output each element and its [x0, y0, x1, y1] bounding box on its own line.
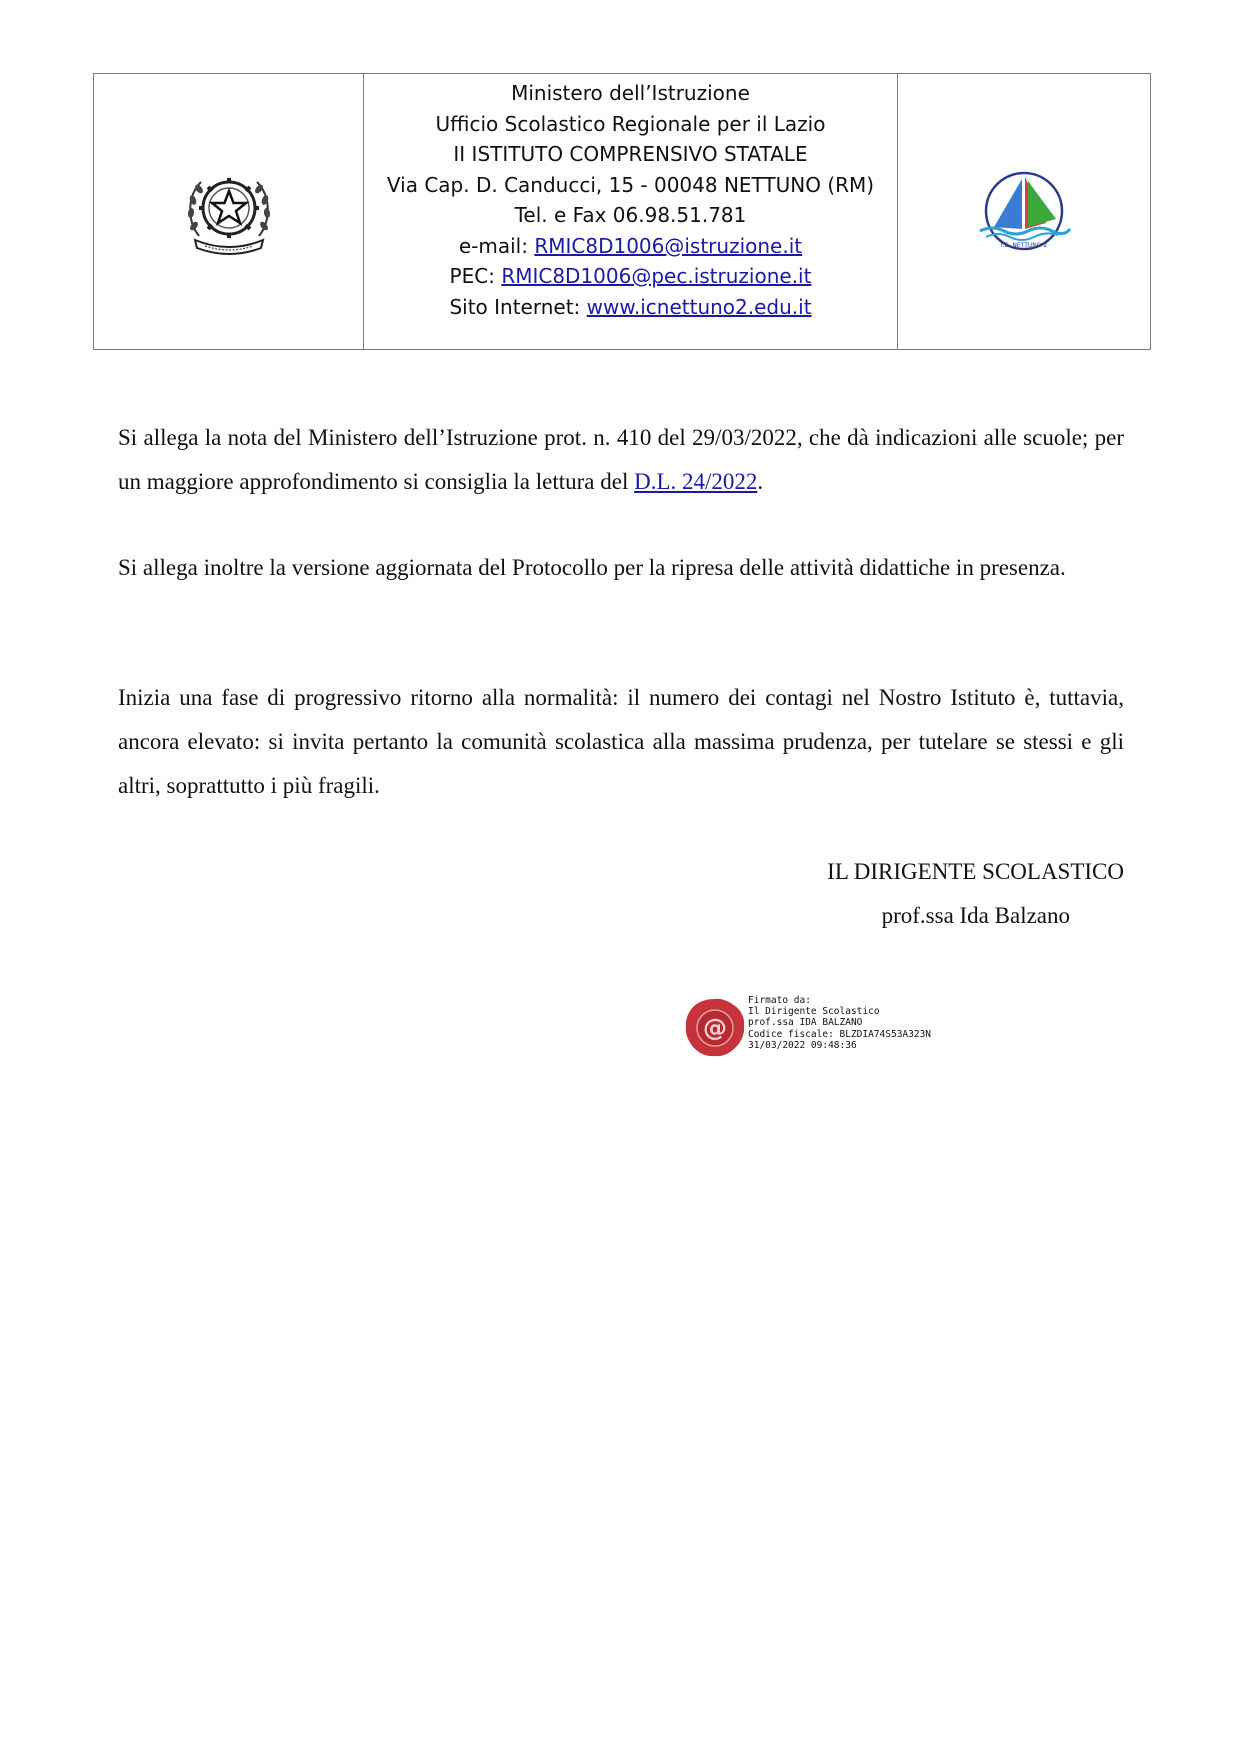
ministry-name: Ministero dell’Istruzione: [511, 81, 750, 105]
svg-text:@: @: [703, 1014, 727, 1042]
email-line: [459, 231, 802, 262]
school-logo-cell: [898, 74, 1150, 349]
paragraph-3: [118, 676, 1124, 808]
website-label: Sito Internet:: [449, 294, 587, 319]
paragraph-1-end: .: [757, 469, 764, 494]
institute-phone: Tel. e Fax 06.98.51.781: [514, 203, 747, 227]
decree-link[interactable]: D.L. 24/2022: [634, 469, 758, 494]
stamp-line-signed-by: Firmato da:: [748, 995, 811, 1006]
pec-link[interactable]: RMIC8D1006@pec.istruzione.it: [501, 264, 812, 288]
website-line: [449, 292, 811, 323]
paragraph-2-text: Si allega inoltre la versione aggiornata del Protocollo per la ripresa delle attività didattiche in presenza.: [118, 555, 1066, 580]
stamp-line-tax-code: Codice fiscale: BLZDIA74S53A323N: [748, 1028, 932, 1040]
wax-seal-icon: [683, 996, 747, 1060]
email-link[interactable]: RMIC8D1006@istruzione.it: [534, 233, 803, 258]
letterhead-table: [93, 73, 1151, 350]
institute-info-cell: [364, 74, 898, 349]
paragraph-1: [118, 416, 1124, 504]
paragraph-2: [118, 546, 1124, 590]
paragraph-3-text: Inizia una fase di progressivo ritorno alla normalità: il numero dei contagi nel Nostro Istituto è, tuttavia, ancora elevato: si invita pertanto la comunità scolastica alla massima prudenza, per tutelare se stessi e gli altri, soprattutto i più fragili.: [118, 685, 1124, 798]
emblem-cell: [94, 74, 364, 349]
school-sailboat-logo-icon: [972, 167, 1076, 257]
italian-republic-emblem-icon: [181, 166, 277, 258]
stamp-line-name: prof.ssa IDA BALZANO: [748, 1017, 863, 1029]
email-label: e-mail:: [458, 233, 535, 258]
pec-label: PEC:: [449, 264, 502, 288]
website-link[interactable]: www.icnettuno2.edu.it: [586, 294, 812, 319]
signature-name: prof.ssa Ida Balzano: [881, 903, 1070, 928]
stamp-line-timestamp: 31/03/2022 09:48:36: [748, 1039, 857, 1051]
signature-title: IL DIRIGENTE SCOLASTICO: [827, 859, 1124, 884]
institute-address: Via Cap. D. Canducci, 15 - 00048 NETTUNO (RM): [386, 172, 875, 197]
school-logo-text: I.C. NETTUNO 2: [1000, 241, 1048, 249]
institute-name: II ISTITUTO COMPRENSIVO STATALE: [453, 142, 808, 166]
regional-office: Ufficio Scolastico Regionale per il Lazio: [435, 111, 826, 136]
paragraph-1-text: Si allega la nota del Ministero dell’Istruzione prot. n. 410 del 29/03/2022, che dà indicazioni alle scuole; per un maggiore approfondimento si consiglia la lettura del: [118, 425, 1124, 494]
stamp-line-role: Il Dirigente Scolastico: [748, 1006, 880, 1018]
digital-signature-block: [748, 995, 931, 1051]
pec-line: [450, 261, 812, 292]
